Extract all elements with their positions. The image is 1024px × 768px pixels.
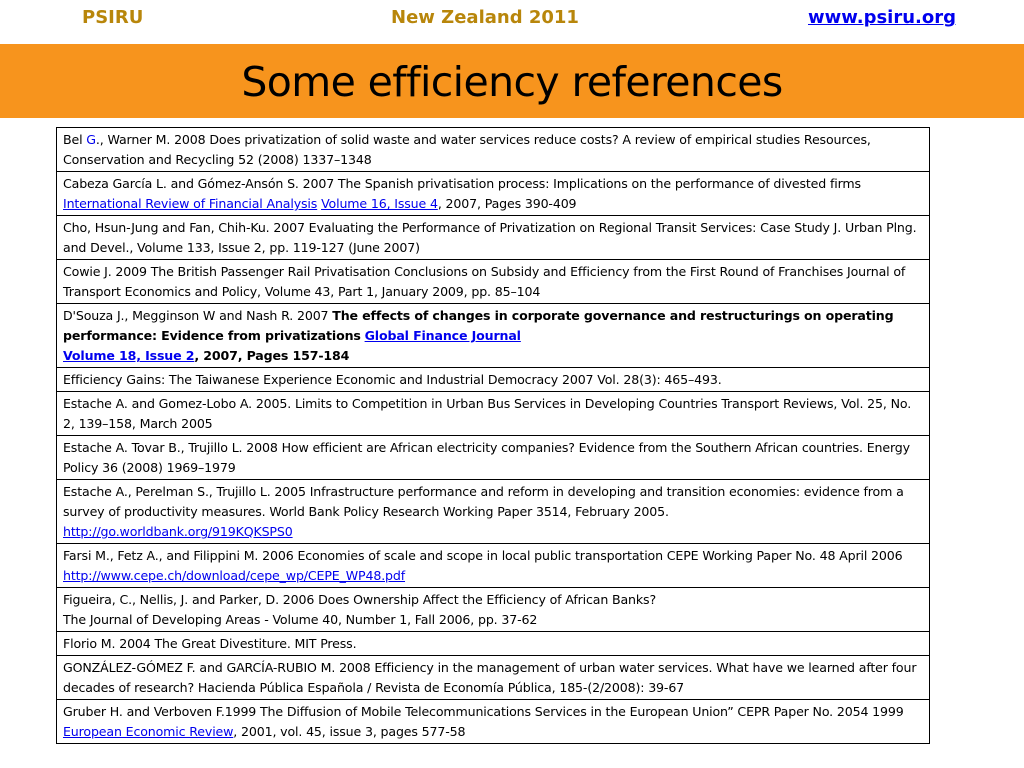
reference-row [57,656,930,700]
reference-row [57,368,930,392]
reference-row [57,588,930,632]
reference-row [57,216,930,260]
references-table [56,127,930,744]
reference-row [57,632,930,656]
org-name: PSIRU [82,7,144,28]
reference-cell: Farsi M., Fetz A., and Filippini M. 2006 Economies of scale and scope in local public transportation CEPE Working Paper No. 48 April 2006 http://www.cepe.ch/download/cepe_wp/CEPE_WP48.pdf [57,544,930,588]
reference-row [57,480,930,544]
reference-cell: GONZÁLEZ-GÓMEZ F. and GARCÍA-RUBIO M. 2008 Efficiency in the management of urban water services. What have we learned after four decades of research? Hacienda Pública Española / Revista de Economía Pública, 185-(2/2008): 39-67 [57,656,930,700]
cepe-pdf-link[interactable]: http://www.cepe.ch/download/cepe_wp/CEPE_WP48.pdf [63,568,406,583]
reference-cell: Gruber H. and Verboven F.1999 The Diffusion of Mobile Telecommunications Services in the European Union” CEPR Paper No. 2054 1999 European Economic Review, 2001, vol. 45, issue 3, pages 577-58 [57,700,930,744]
worldbank-link[interactable]: http://go.worldbank.org/919KQKSPS0 [63,524,293,539]
reference-row [57,304,930,368]
journal-link[interactable]: European Economic Review [63,724,234,739]
reference-row [57,700,930,744]
reference-row [57,436,930,480]
reference-row [57,260,930,304]
reference-cell: Estache A. Tovar B., Trujillo L. 2008 How efficient are African electricity companies? Evidence from the Southern African countries. Energy Policy 36 (2008) 1969–1979 [57,436,930,480]
org-website-link[interactable]: www.psiru.org [808,7,956,28]
reference-cell: Estache A., Perelman S., Trujillo L. 2005 Infrastructure performance and reform in developing and transition economies: evidence from a survey of productivity measures. World Bank Policy Research Working Paper 3514, February 2005. http://go.worldbank.org/919KQKSPS0 [57,480,930,544]
reference-cell: Cho, Hsun-Jung and Fan, Chih-Ku. 2007 Evaluating the Performance of Privatization on Regional Transit Services: Case Study J. Urban Plng. and Devel., Volume 133, Issue 2, pp. 119-127 (June 2007) [57,216,930,260]
slide-title: Some efficiency references [241,58,783,106]
reference-cell: D'Souza J., Megginson W and Nash R. 2007 The effects of changes in corporate governance and restructurings on operating performance: Evidence from privatizations Global Finance Journal Volume 18, Issue 2, 2007, Pages 157-184 [57,304,930,368]
reference-cell: Efficiency Gains: The Taiwanese Experience Economic and Industrial Democracy 2007 Vol. 28(3): 465–493. [57,368,930,392]
reference-cell: Cabeza García L. and Gómez-Ansón S. 2007 The Spanish privatisation process: Implications on the performance of divested firms International Review of Financial Analysis Volume 16, Issue 4, 2007, Pages 390-409 [57,172,930,216]
reference-cell: Estache A. and Gomez-Lobo A. 2005. Limits to Competition in Urban Bus Services in Developing Countries Transport Reviews, Vol. 25, No. 2, 139–158, March 2005 [57,392,930,436]
paper-title: The effects of changes in corporate governance and restructurings on operating performance: Evidence from privatizations [63,308,894,343]
reference-row [57,392,930,436]
reference-row [57,128,930,172]
volume-link[interactable]: Volume 18, Issue 2 [63,348,195,363]
journal-link[interactable]: International Review of Financial Analysis [63,196,318,211]
volume-link[interactable]: Volume 16, Issue 4 [321,196,438,211]
event-name: New Zealand 2011 [391,7,579,28]
reference-row [57,544,930,588]
reference-cell: Bel G., Warner M. 2008 Does privatization of solid waste and water services reduce costs? A review of empirical studies Resources, Conservation and Recycling 52 (2008) 1337–1348 [57,128,930,172]
reference-cell: Figueira, C., Nellis, J. and Parker, D. 2006 Does Ownership Affect the Efficiency of African Banks? The Journal of Developing Areas - Volume 40, Number 1, Fall 2006, pp. 37-62 [57,588,930,632]
journal-link[interactable]: Global Finance Journal [364,328,521,343]
reference-cell: Florio M. 2004 The Great Divestiture. MIT Press. [57,632,930,656]
slide-header [0,0,1024,44]
author-initial-link: G [86,132,96,147]
reference-row [57,172,930,216]
reference-cell: Cowie J. 2009 The British Passenger Rail Privatisation Conclusions on Subsidy and Efficiency from the First Round of Franchises Journal of Transport Economics and Policy, Volume 43, Part 1, January 2009, pp. 85–104 [57,260,930,304]
